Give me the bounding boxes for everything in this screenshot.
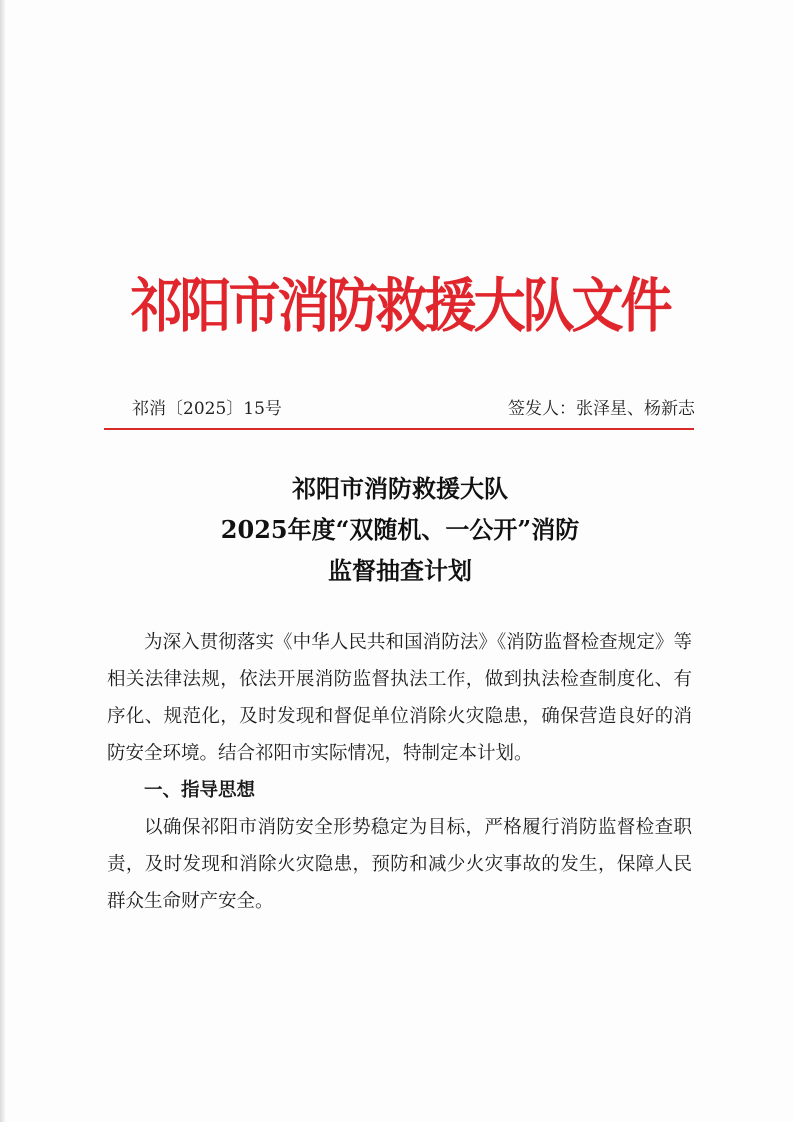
red-divider-line (104, 428, 694, 430)
section-heading-guiding-ideology: 一、指导思想 (144, 780, 256, 801)
red-header-title: 祁阳市消防救援大队文件 (130, 272, 670, 341)
title-line-1: 祁阳市消防救援大队 (292, 474, 508, 503)
scan-edge-shadow (0, 0, 6, 1122)
section-paragraph-guiding-ideology: 以确保祁阳市消防安全形势稳定为目标，严格履行消防监督检查职责，及时发现和消除火灾隐患，预防和减少火灾事故的发生，保障人民群众生命财产安全。 (107, 817, 692, 912)
intro-paragraph: 为深入贯彻落实《中华人民共和国消防法》《消防监督检查规定》等相关法律法规，依法开展消防监督执法工作，做到执法检查制度化、有序化、规范化，及时发现和督促单位消除火灾隐患，确保营造良好的消防安全环境。结合祁阳市实际情况，特制定本计划。 (107, 632, 692, 764)
title-line-3: 监督抽查计划 (328, 556, 472, 585)
document-body (107, 624, 692, 920)
document-number: 祁消〔2025〕15号 (132, 399, 282, 419)
document-title (100, 468, 700, 591)
title-line-2: 2025年度“双随机、一公开”消防 (220, 515, 580, 544)
issuer-line: 签发人：张泽星、杨新志 (508, 399, 695, 419)
